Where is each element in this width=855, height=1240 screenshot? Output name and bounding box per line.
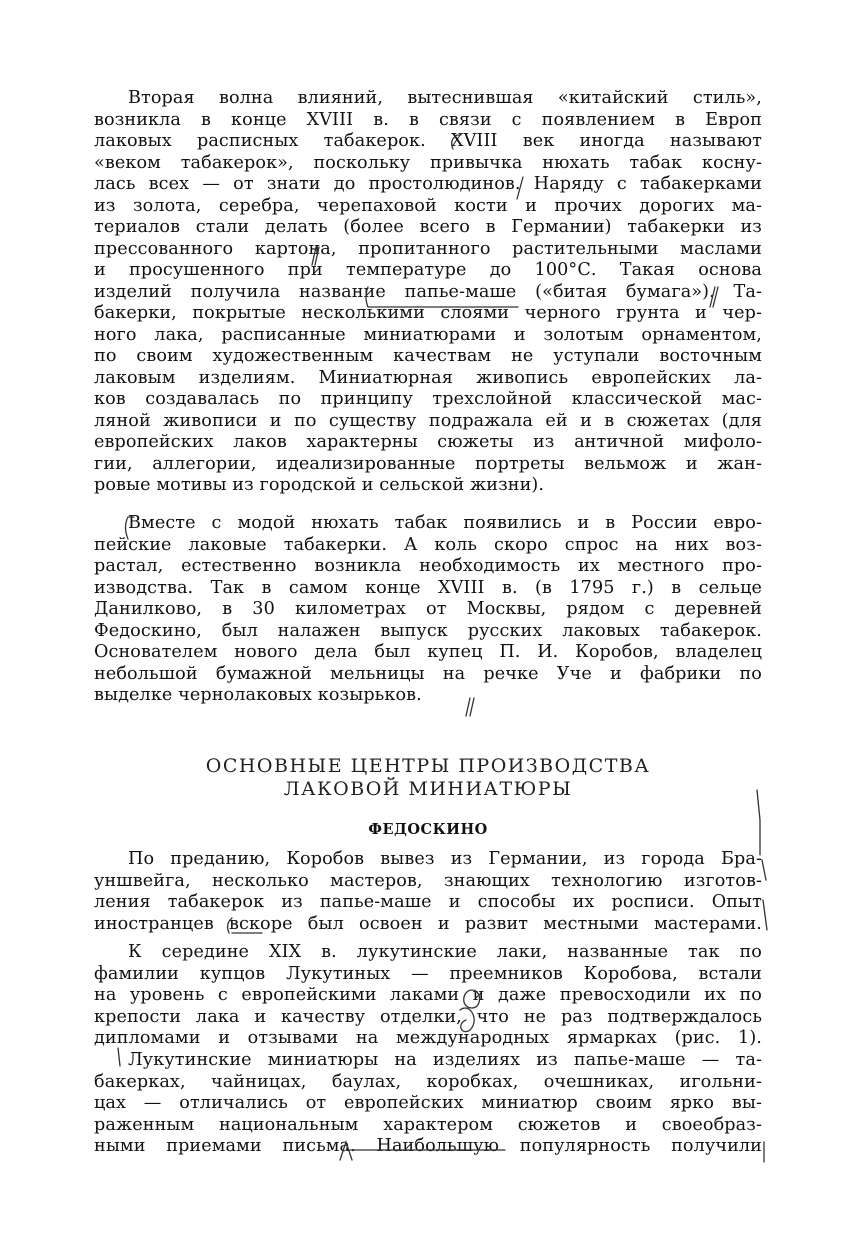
text-line: дипломами и отзывами на международных ярмарках (рис. 1).	[94, 1028, 762, 1048]
text-line: гии, аллегории, идеализированные портреты вельмож и жан-	[94, 453, 762, 474]
text-line: фамилии купцов Лукутиных — преемников Коробова, встали	[94, 963, 762, 984]
paragraph-lukutin-lacquers	[94, 942, 762, 1050]
text-line: и просушенного при температуре до 100°С. Такая основа	[94, 260, 762, 280]
text-line: ляной живописи и по существу подражала ей и в сюжетах (для	[94, 410, 762, 431]
text-line: лаковых расписных табакерок. XVIII век иногда называют	[94, 131, 762, 151]
subheading-fedoskino: ФЕДОСКИНО	[368, 821, 488, 838]
text-line: териалов стали делать (более всего в Германии) табакерки из	[94, 217, 762, 237]
text-line: лаковым изделиям. Миниатюрная живопись европейских ла-	[94, 367, 762, 388]
text-line: По преданию, Коробов вывез из Германии, из города Бра-	[128, 849, 762, 869]
text-line: на уровень с европейскими лаками и даже превосходили их по	[94, 985, 762, 1005]
text-line: ровые мотивы из городской и сельской жизни).	[94, 475, 545, 495]
text-line: Основателем нового дела был купец П. И. Коробов, владелец	[94, 642, 762, 662]
text-line: ного лака, расписанные миниатюрами и золотым орнаментом,	[94, 324, 762, 345]
paragraph-lukutin-miniatures	[94, 1050, 762, 1158]
pencil-mark	[762, 860, 767, 930]
text-line: уншвейга, несколько мастеров, знающих технологию изготов-	[94, 870, 762, 891]
section-heading-line-1: ОСНОВНЫЕ ЦЕНТРЫ ПРОИЗВОДСТВА	[205, 755, 651, 777]
text-line: Вторая волна влияний, вытеснившая «китайский стиль»,	[128, 88, 762, 108]
text-line: ления табакерок из папье-маше и способы их росписи. Опыт	[94, 892, 762, 912]
text-line: выделке чернолаковых козырьков.	[94, 685, 422, 705]
text-line: изводства. Так в самом конце XVIII в. (в 1795 г.) в сельце	[94, 577, 762, 598]
text-line: лась всех — от знати до простолюдинов. Наряду с табакерками	[94, 174, 762, 194]
text-line: изделий получила название папье-маше («битая бумага»). Та-	[94, 281, 762, 302]
text-line: из золота, серебра, черепаховой кости и прочих дорогих ма-	[94, 195, 762, 216]
text-line: ными приемами письма. Наибольшую популярность получили	[94, 1136, 762, 1156]
text-line: раженным национальным характером сюжетов и своеобраз-	[94, 1114, 762, 1135]
paragraph-russian-snuffboxes	[94, 513, 762, 707]
text-line: К середине XIX в. лукутинские лаки, названные так по	[128, 942, 762, 962]
text-line: по своим художественным качествам не уступали восточным	[94, 346, 762, 366]
text-line: европейских лаков характерны сюжеты из античной мифоло-	[94, 432, 762, 452]
text-line: Данилково, в 30 километрах от Москвы, рядом с деревней	[94, 599, 762, 619]
text-line: цах — отличались от европейских миниатюр своим ярко вы-	[94, 1093, 762, 1113]
text-line: прессованного картона, пропитанного растительными маслами	[94, 238, 762, 259]
text-line: небольшой бумажной мельницы на речке Уче и фабрики по	[94, 663, 762, 684]
text-line: Вместе с модой нюхать табак появились и в России евро-	[128, 513, 762, 533]
text-line: пейские лаковые табакерки. А коль скоро спрос на них воз-	[94, 534, 762, 555]
text-line: растал, естественно возникла необходимость их местного про-	[94, 556, 762, 576]
text-line: ков создавалась по принципу трехслойной классической мас-	[94, 389, 762, 409]
paragraph-second-wave	[94, 88, 762, 497]
text-line: иностранцев вскоре был освоен и развит местными мастерами.	[94, 913, 762, 934]
section-heading	[94, 755, 762, 801]
text-line: возникла в конце XVIII в. в связи с появлением в Европ	[94, 109, 762, 130]
text-line: бакерках, чайницах, баулах, коробках, очешниках, игольни-	[94, 1071, 762, 1092]
text-line: Лукутинские миниатюры на изделиях из папье-маше — та-	[128, 1050, 762, 1070]
text-line: бакерки, покрытые несколькими слоями черного грунта и чер-	[94, 303, 762, 323]
section-heading-line-2: ЛАКОВОЙ МИНИАТЮРЫ	[283, 778, 573, 800]
paragraph-legend	[94, 849, 762, 935]
text-line: Федоскино, был налажен выпуск русских лаковых табакерок.	[94, 620, 762, 641]
text-line: «веком табакерок», поскольку привычка нюхать табак косну-	[94, 152, 762, 173]
text-line: крепости лака и качеству отделки, что не раз подтверждалось	[94, 1006, 762, 1027]
